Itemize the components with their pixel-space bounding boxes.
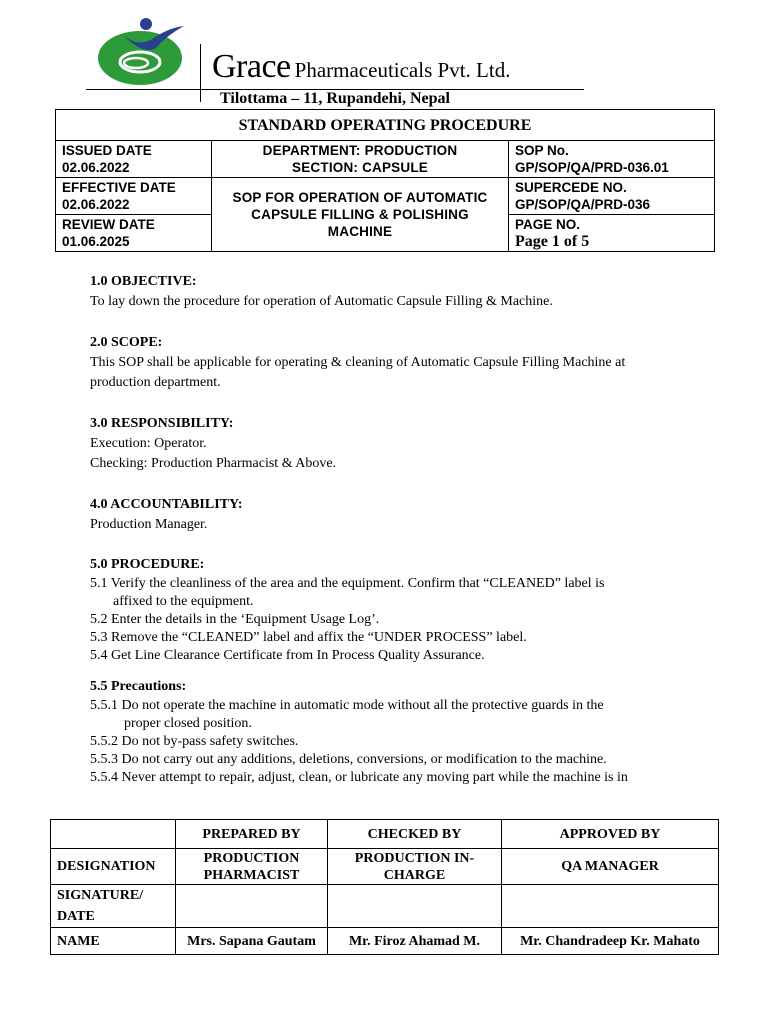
scope-text-2: production department. [90, 375, 221, 390]
page-no-cell [509, 215, 715, 252]
approved-by-header: APPROVED BY [502, 820, 719, 849]
checked-designation [328, 849, 502, 885]
department-line1: DEPARTMENT: PRODUCTION [262, 143, 458, 158]
scope-heading: 2.0 SCOPE: [90, 334, 163, 350]
company-name [212, 48, 510, 86]
issued-date-value: 02.06.2022 [62, 160, 130, 175]
prepared-by-header: PREPARED BY [176, 820, 328, 849]
signature-label-line1: SIGNATURE/ [57, 888, 144, 903]
header-divider [200, 44, 201, 102]
supercede-label: SUPERCEDE NO. [515, 180, 627, 195]
prepared-designation-line2: PHARMACIST [203, 867, 300, 883]
precaution-item: proper closed position. [124, 716, 252, 731]
subject-line3: MACHINE [327, 224, 393, 239]
prepared-designation [176, 849, 328, 885]
sop-no-label: SOP No. [515, 143, 569, 158]
checked-designation-line2: CHARGE [383, 867, 446, 883]
supercede-cell [509, 178, 715, 215]
company-address: Tilottama – 11, Rupandehi, Nepal [220, 90, 450, 107]
objective-text: To lay down the procedure for operation of Automatic Capsule Filling & Machine. [90, 294, 553, 309]
department-cell [212, 141, 509, 178]
signature-date-label [51, 885, 176, 928]
name-label: NAME [51, 928, 176, 955]
prepared-designation-line1: PRODUCTION [203, 850, 300, 866]
procedure-item: 5.1 Verify the cleanliness of the area and the equipment. Confirm that “CLEANED” label is [90, 576, 605, 591]
approved-signature-cell [502, 885, 719, 928]
designation-label: DESIGNATION [51, 849, 176, 885]
issued-date-cell [56, 141, 212, 178]
precaution-item: 5.5.3 Do not carry out any additions, deletions, conversions, or modification to the machine. [90, 752, 607, 767]
company-name-big: Grace [212, 48, 291, 85]
effective-date-cell [56, 178, 212, 215]
subject-line1: SOP FOR OPERATION OF AUTOMATIC [232, 190, 488, 205]
page-no-label: PAGE NO. [515, 217, 581, 232]
responsibility-item: Checking: Production Pharmacist & Above. [90, 456, 337, 471]
review-date-value: 01.06.2025 [62, 234, 130, 249]
signature-label-line2: DATE [57, 909, 95, 924]
precaution-item: 5.5.4 Never attempt to repair, adjust, clean, or lubricate any moving part while the machine is in [90, 770, 628, 785]
procedure-item: affixed to the equipment. [113, 594, 254, 609]
company-logo [96, 16, 188, 86]
objective-heading: 1.0 OBJECTIVE: [90, 274, 197, 289]
prepared-name: Mrs. Sapana Gautam [176, 928, 328, 955]
sop-no-cell [509, 141, 715, 178]
prepared-signature-cell [176, 885, 328, 928]
procedure-item: 5.2 Enter the details in the ‘Equipment Usage Log’. [90, 612, 380, 627]
signature-table [50, 819, 719, 955]
approved-designation: QA MANAGER [502, 849, 719, 885]
review-date-cell [56, 215, 212, 252]
procedure-heading: 5.0 PROCEDURE: [90, 557, 205, 572]
sop-no-value: GP/SOP/QA/PRD-036.01 [515, 160, 669, 175]
procedure-item: 5.3 Remove the “CLEANED” label and affix the “UNDER PROCESS” label. [90, 630, 527, 645]
precaution-item: 5.5.1 Do not operate the machine in automatic mode without all the protective guards in the [90, 698, 604, 713]
sop-title: STANDARD OPERATING PROCEDURE [56, 110, 715, 141]
page-no-value: Page 1 of 5 [515, 233, 590, 250]
precautions-heading: 5.5 Precautions: [90, 679, 187, 694]
responsibility-heading: 3.0 RESPONSIBILITY: [90, 415, 234, 431]
approved-name: Mr. Chandradeep Kr. Mahato [502, 928, 719, 955]
responsibility-item: Execution: Operator. [90, 435, 207, 451]
effective-date-value: 02.06.2022 [62, 197, 130, 212]
supercede-value: GP/SOP/QA/PRD-036 [515, 197, 651, 212]
sig-table-empty-cell [51, 820, 176, 849]
sop-info-table [55, 109, 715, 252]
checked-name: Mr. Firoz Ahamad M. [328, 928, 502, 955]
accountability-heading: 4.0 ACCOUNTABILITY: [90, 496, 243, 512]
checked-signature-cell [328, 885, 502, 928]
checked-by-header: CHECKED BY [328, 820, 502, 849]
checked-designation-line1: PRODUCTION IN- [354, 850, 475, 866]
company-name-rest: Pharmaceuticals Pvt. Ltd. [294, 58, 511, 82]
review-date-label: REVIEW DATE [62, 217, 155, 232]
accountability-text: Production Manager. [90, 516, 208, 532]
procedure-item: 5.4 Get Line Clearance Certificate from In Process Quality Assurance. [90, 648, 485, 663]
sop-body [90, 272, 690, 787]
subject-line2: CAPSULE FILLING & POLISHING [251, 207, 469, 222]
issued-date-label: ISSUED DATE [62, 143, 152, 158]
department-line2: SECTION: CAPSULE [292, 160, 428, 175]
effective-date-label: EFFECTIVE DATE [62, 180, 176, 195]
subject-cell [212, 178, 509, 252]
scope-text-1: This SOP shall be applicable for operating & cleaning of Automatic Capsule Filling Machine at [90, 354, 626, 370]
precaution-item: 5.5.2 Do not by-pass safety switches. [90, 734, 299, 749]
